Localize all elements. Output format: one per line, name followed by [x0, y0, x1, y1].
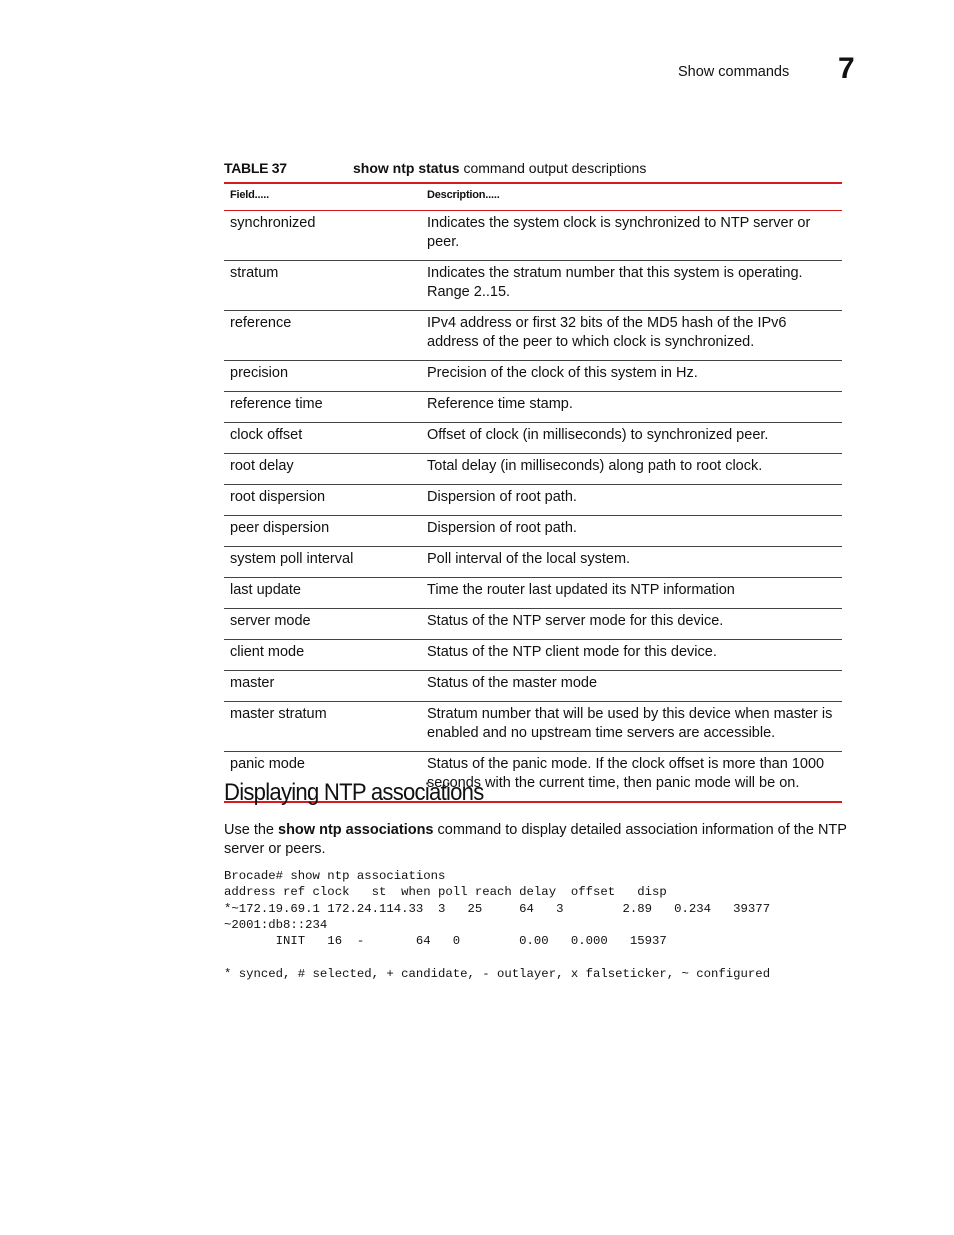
column-header-description: Description..... — [421, 183, 842, 211]
table-row — [224, 454, 842, 485]
field-cell: last update — [224, 578, 421, 609]
field-cell: reference time — [224, 392, 421, 423]
field-cell: peer dispersion — [224, 516, 421, 547]
intro-paragraph — [224, 821, 854, 859]
intro-command: show ntp associations — [278, 822, 434, 838]
field-cell: root delay — [224, 454, 421, 485]
running-header: Show commands — [678, 64, 790, 80]
field-cell: reference — [224, 311, 421, 361]
table-row — [224, 311, 842, 361]
column-header-field: Field..... — [224, 183, 421, 211]
field-cell: panic mode — [230, 756, 305, 772]
description-cell: Reference time stamp. — [421, 392, 842, 423]
table-header-row — [224, 183, 842, 211]
description-cell: Total delay (in milliseconds) along path to root clock. — [421, 454, 842, 485]
description-cell: Poll interval of the local system. — [421, 547, 842, 578]
cli-output-example: Brocade# show ntp associations address ref clock st when poll reach delay offset disp *~172.19.69.1 172.24.114.33 3 25 64 3 2.89 0.234 39377 ~2001:db8::234 INIT 16 - 64 0 0.00 0.000 15937 * synced, # selected, + candidate, - outlayer, x falseticker, ~ configured — [224, 869, 771, 981]
description-cell: Precision of the clock of this system in Hz. — [421, 361, 842, 392]
table-row — [224, 211, 842, 261]
description-cell: Status of the panic mode. If the clock offset is more than 1000 seconds with the current time, then panic mode will be on. — [427, 756, 825, 791]
table-title — [353, 160, 646, 176]
field-cell: precision — [224, 361, 421, 392]
intro-text-end: command to display detailed association information of the NTP server or peers. — [224, 822, 847, 857]
output-description-table — [224, 182, 842, 803]
description-cell: Stratum number that will be used by this device when master is enabled and no upstream time servers are accessible. — [421, 702, 842, 752]
field-cell: client mode — [224, 640, 421, 671]
field-cell: server mode — [224, 609, 421, 640]
section-title: Displaying NTP associations — [224, 779, 484, 806]
description-cell: Status of the master mode — [421, 671, 842, 702]
field-cell: master stratum — [224, 702, 421, 752]
description-cell: Indicates the stratum number that this system is operating. Range 2..15. — [421, 261, 842, 311]
field-cell: stratum — [224, 261, 421, 311]
description-cell: Indicates the system clock is synchronized to NTP server or peer. — [421, 211, 842, 261]
field-cell: synchronized — [224, 211, 421, 261]
table-row — [224, 261, 842, 311]
table-row — [224, 609, 842, 640]
table-row — [224, 516, 842, 547]
table-row — [224, 578, 842, 609]
table-row — [224, 702, 842, 752]
description-cell: Status of the NTP server mode for this device. — [421, 609, 842, 640]
description-cell: Dispersion of root path. — [421, 485, 842, 516]
description-cell: Dispersion of root path. — [421, 516, 842, 547]
field-cell: system poll interval — [224, 547, 421, 578]
field-cell: root dispersion — [224, 485, 421, 516]
description-cell: Offset of clock (in milliseconds) to synchronized peer. — [421, 423, 842, 454]
table-row — [224, 640, 842, 671]
table-row — [224, 423, 842, 454]
table-title-command: show ntp status — [353, 160, 460, 176]
table-row — [224, 671, 842, 702]
description-cell: IPv4 address or first 32 bits of the MD5 hash of the IPv6 address of the peer to which clock is synchronized. — [421, 311, 842, 361]
table-caption — [224, 160, 842, 176]
description-cell: Time the router last updated its NTP information — [421, 578, 842, 609]
description-cell: Status of the NTP client mode for this device. — [421, 640, 842, 671]
chapter-number: 7 — [838, 52, 855, 85]
table-row — [224, 485, 842, 516]
field-cell: master — [224, 671, 421, 702]
table-row — [224, 547, 842, 578]
table-row — [224, 361, 842, 392]
field-cell: clock offset — [224, 423, 421, 454]
intro-text-start: Use the — [224, 822, 278, 838]
table-title-text: command output descriptions — [459, 160, 647, 176]
table-row — [224, 392, 842, 423]
table-label: TABLE 37 — [224, 160, 287, 176]
